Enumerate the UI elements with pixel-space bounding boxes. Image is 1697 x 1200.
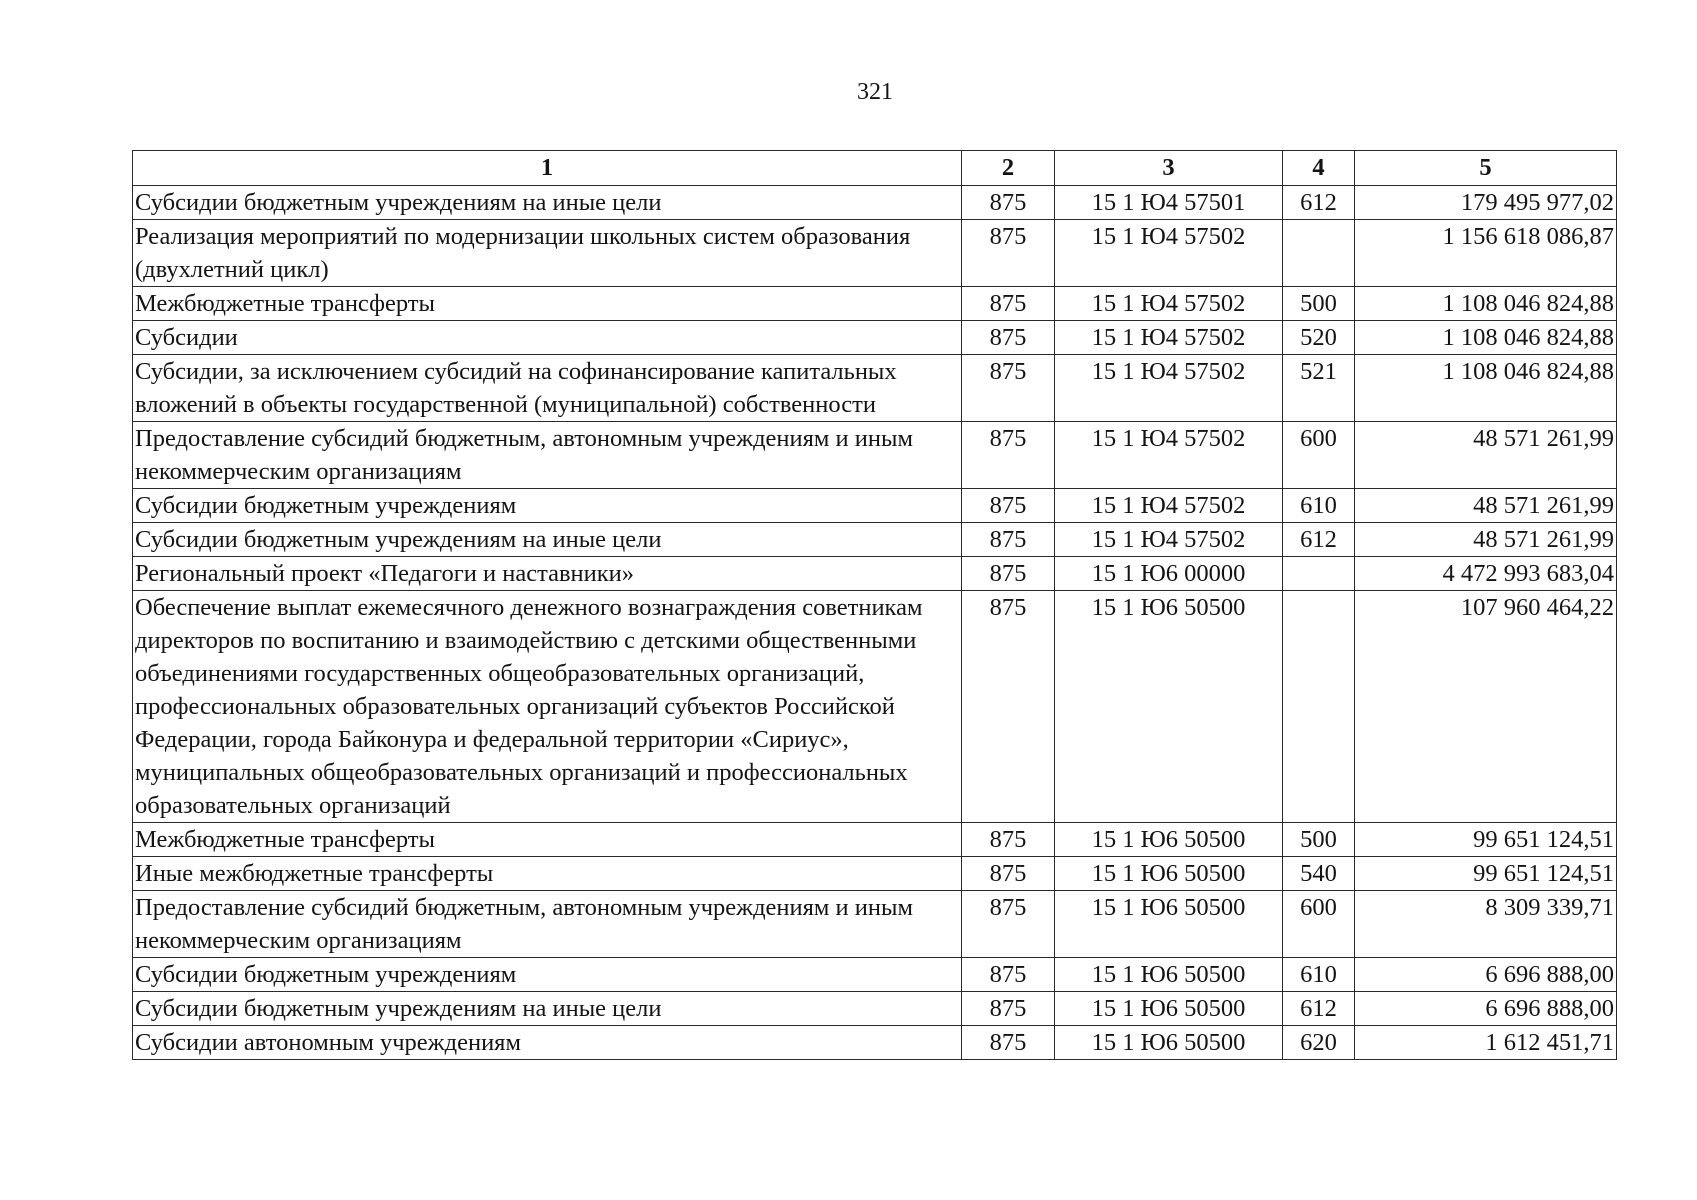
row-name: Субсидии бюджетным учреждениям (133, 958, 962, 992)
row-amount: 1 108 046 824,88 (1355, 287, 1617, 321)
row-expense-type: 500 (1283, 287, 1355, 321)
table-row (133, 823, 1617, 857)
row-ministry-code: 875 (962, 857, 1055, 891)
row-target-code: 15 1 Ю4 57502 (1055, 422, 1283, 489)
row-amount: 99 651 124,51 (1355, 857, 1617, 891)
table-row (133, 557, 1617, 591)
row-target-code: 15 1 Ю6 50500 (1055, 958, 1283, 992)
row-amount: 1 156 618 086,87 (1355, 220, 1617, 287)
row-target-code: 15 1 Ю4 57502 (1055, 321, 1283, 355)
table-row (133, 422, 1617, 489)
row-ministry-code: 875 (962, 186, 1055, 220)
row-expense-type: 521 (1283, 355, 1355, 422)
row-amount: 6 696 888,00 (1355, 992, 1617, 1026)
row-target-code: 15 1 Ю6 00000 (1055, 557, 1283, 591)
row-ministry-code: 875 (962, 891, 1055, 958)
row-amount: 179 495 977,02 (1355, 186, 1617, 220)
row-expense-type: 612 (1283, 186, 1355, 220)
row-ministry-code: 875 (962, 489, 1055, 523)
page-number: 321 (857, 79, 893, 105)
row-name: Субсидии бюджетным учреждениям на иные цели (133, 992, 962, 1026)
row-name: Субсидии бюджетным учреждениям на иные цели (133, 186, 962, 220)
row-name: Региональный проект «Педагоги и наставники» (133, 557, 962, 591)
row-target-code: 15 1 Ю6 50500 (1055, 1026, 1283, 1060)
header-col-4: 4 (1283, 151, 1355, 186)
row-expense-type: 612 (1283, 523, 1355, 557)
row-name: Межбюджетные трансферты (133, 823, 962, 857)
row-target-code: 15 1 Ю4 57502 (1055, 355, 1283, 422)
table-row (133, 1026, 1617, 1060)
row-amount: 1 612 451,71 (1355, 1026, 1617, 1060)
row-expense-type (1283, 591, 1355, 823)
table-row (133, 489, 1617, 523)
row-expense-type: 520 (1283, 321, 1355, 355)
row-ministry-code: 875 (962, 992, 1055, 1026)
row-ministry-code: 875 (962, 287, 1055, 321)
row-expense-type: 600 (1283, 422, 1355, 489)
table-row (133, 186, 1617, 220)
row-name: Субсидии автономным учреждениям (133, 1026, 962, 1060)
row-amount: 107 960 464,22 (1355, 591, 1617, 823)
row-name: Межбюджетные трансферты (133, 287, 962, 321)
row-expense-type: 620 (1283, 1026, 1355, 1060)
header-col-3: 3 (1055, 151, 1283, 186)
row-expense-type (1283, 220, 1355, 287)
row-name: Субсидии бюджетным учреждениям (133, 489, 962, 523)
row-amount: 4 472 993 683,04 (1355, 557, 1617, 591)
row-amount: 48 571 261,99 (1355, 422, 1617, 489)
row-expense-type (1283, 557, 1355, 591)
row-target-code: 15 1 Ю6 50500 (1055, 891, 1283, 958)
table-row (133, 891, 1617, 958)
row-name: Субсидии бюджетным учреждениям на иные цели (133, 523, 962, 557)
table-row (133, 591, 1617, 823)
row-expense-type: 612 (1283, 992, 1355, 1026)
row-ministry-code: 875 (962, 823, 1055, 857)
row-name: Субсидии, за исключением субсидий на софинансирование капитальных вложений в объекты государственной (муниципальной) собственности (133, 355, 962, 422)
row-target-code: 15 1 Ю6 50500 (1055, 823, 1283, 857)
table-body (133, 186, 1617, 1060)
table-row (133, 220, 1617, 287)
table-row (133, 523, 1617, 557)
row-amount: 1 108 046 824,88 (1355, 321, 1617, 355)
row-name: Реализация мероприятий по модернизации школьных систем образования (двухлетний цикл) (133, 220, 962, 287)
row-ministry-code: 875 (962, 523, 1055, 557)
row-expense-type: 610 (1283, 489, 1355, 523)
row-target-code: 15 1 Ю6 50500 (1055, 857, 1283, 891)
row-ministry-code: 875 (962, 220, 1055, 287)
table-row (133, 321, 1617, 355)
header-row (133, 151, 1617, 186)
row-target-code: 15 1 Ю6 50500 (1055, 591, 1283, 823)
row-amount: 8 309 339,71 (1355, 891, 1617, 958)
row-name: Обеспечение выплат ежемесячного денежного вознаграждения советникам директоров по воспитанию и взаимодействию с детскими общественными объединениями государственных общеобразовательных организаций, профессиональных образовательных организаций субъектов Российской Федерации, города Байконура и федеральной территории «Сириус», муниципальных общеобразовательных организаций и профессиональных образовательных организаций (133, 591, 962, 823)
row-expense-type: 500 (1283, 823, 1355, 857)
row-ministry-code: 875 (962, 591, 1055, 823)
row-ministry-code: 875 (962, 1026, 1055, 1060)
row-amount: 99 651 124,51 (1355, 823, 1617, 857)
header-col-1: 1 (133, 151, 962, 186)
row-ministry-code: 875 (962, 422, 1055, 489)
row-amount: 1 108 046 824,88 (1355, 355, 1617, 422)
table-row (133, 355, 1617, 422)
row-ministry-code: 875 (962, 355, 1055, 422)
row-target-code: 15 1 Ю4 57502 (1055, 523, 1283, 557)
table-row (133, 857, 1617, 891)
row-ministry-code: 875 (962, 321, 1055, 355)
row-amount: 6 696 888,00 (1355, 958, 1617, 992)
table-row (133, 287, 1617, 321)
row-name: Предоставление субсидий бюджетным, автономным учреждениям и иным некоммерческим организациям (133, 422, 962, 489)
table-row (133, 992, 1617, 1026)
row-name: Субсидии (133, 321, 962, 355)
row-ministry-code: 875 (962, 557, 1055, 591)
row-expense-type: 540 (1283, 857, 1355, 891)
row-target-code: 15 1 Ю4 57502 (1055, 220, 1283, 287)
table-row (133, 958, 1617, 992)
row-target-code: 15 1 Ю4 57502 (1055, 287, 1283, 321)
header-col-5: 5 (1355, 151, 1617, 186)
row-target-code: 15 1 Ю6 50500 (1055, 992, 1283, 1026)
row-target-code: 15 1 Ю4 57501 (1055, 186, 1283, 220)
row-name: Предоставление субсидий бюджетным, автономным учреждениям и иным некоммерческим организациям (133, 891, 962, 958)
row-expense-type: 600 (1283, 891, 1355, 958)
row-target-code: 15 1 Ю4 57502 (1055, 489, 1283, 523)
budget-table (132, 150, 1617, 1060)
row-ministry-code: 875 (962, 958, 1055, 992)
header-col-2: 2 (962, 151, 1055, 186)
row-amount: 48 571 261,99 (1355, 523, 1617, 557)
row-name: Иные межбюджетные трансферты (133, 857, 962, 891)
row-expense-type: 610 (1283, 958, 1355, 992)
row-amount: 48 571 261,99 (1355, 489, 1617, 523)
